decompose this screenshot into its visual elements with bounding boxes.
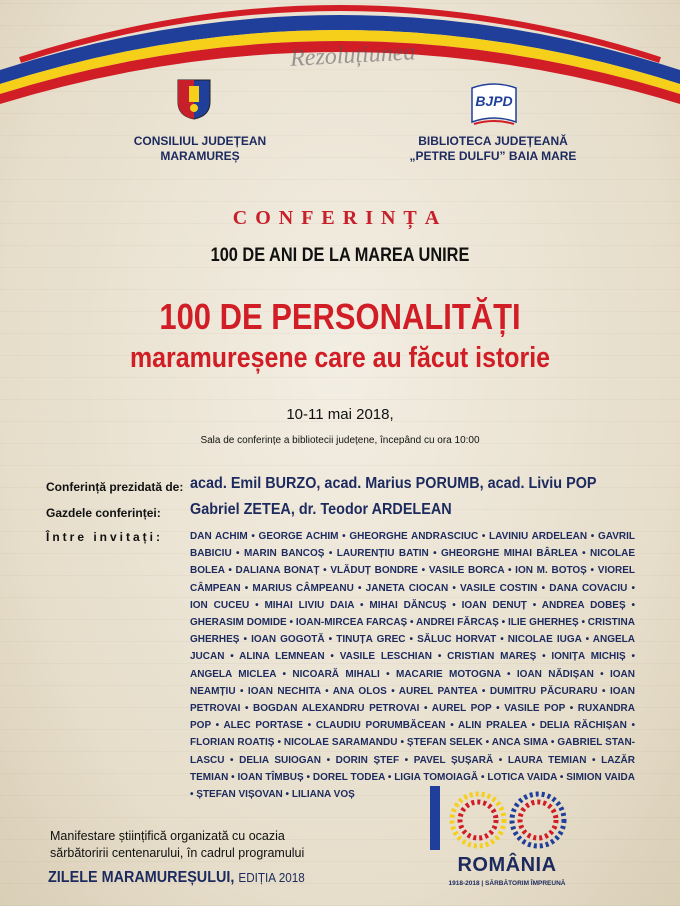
event-title-sub: maramureșene care au făcut istorie xyxy=(129,342,551,374)
library-name: BIBLIOTECA JUDEȚEANĂ „PETRE DULFU” BAIA MARE xyxy=(409,134,577,163)
hosts-label: Gazdele conferinței: xyxy=(46,506,161,520)
county-council-name: CONSILIUL JUDEȚEAN MARAMUREȘ xyxy=(133,134,267,163)
guests-list: DAN ACHIM • GEORGE ACHIM • GHEORGHE ANDRASCIUC • LAVINIU ARDELEAN • GAVRIL BABICIU • MARIN BANCOȘ • LAURENȚIU BATIN • GHEORGHE MIHAI BÂRLEA • NICOLAE BOLEA • DALIANA BONAȚ • VLĂDUȚ BONDRE • VASILE BORCA • ION M. BOTOȘ • VIOREL CÂMPEAN • MARIUS CÂMPEANU • JANETA CIOCAN • VASILE COSTIN • DANA COVACIU • ION CUCEU • MIHAI LIVIU DAIA • MIHAI DĂNCUȘ • IOAN DENUȚ • ANDREA DOBEȘ • GHERASIM DOMIDE • IOAN-MIRCEA FARCAȘ • ANDREI FĂRCAȘ • ILIE GHERHEȘ • CRISTINA GHERHEȘ • IOAN GOGOTĂ • TINUȚA GREC • SĂLUC HORVAT • NICOLAE IUGA • ANGELA JUCAN • ALINA LEMNEAN • VASILE LESCHIAN • CRISTIAN MAREȘ • IONIȚA MICHIȘ • ANGELA MICLEA • NICOARĂ MIHALI • MACARIE MOTOGNA • IOAN NĂDIȘAN • IOAN NEAMȚIU • IOAN NECHITA • ANA OLOS • AUREL PANTEA • DUMITRU PĂCURARU • IOAN PETROVAI • BOGDAN ALEXANDRU PETROVAI • AUREL POP • VASILE POP • RUXANDRA POP • ALEC PORTASE • CLAUDIU PORUMBĂCEAN • ALIN PRALEA • DELIA RĂCHIȘAN • FLORIAN ROATIȘ • NICOLAE SARAMANDU • ȘTEFAN SELEK • ANCA SIMA • GABRIEL STAN-LASCU • DELIA SUIOGAN • DORIN ȘTEF • PAVEL ȘUȘARĂ • LAURA TEMIAN • LAZĂR TEMIAN • IOAN TÎMBUȘ • DOREL TODEA • LIGIA TOMOIAGĂ • LOTICA VAIDA • SIMION VAIDA • ȘTEFAN VIȘOVAN • LILIANA VOȘ xyxy=(190,531,635,801)
guests-label: Între invitați: xyxy=(46,530,164,544)
svg-text:BJPD: BJPD xyxy=(475,93,513,109)
library-logo-icon xyxy=(468,78,520,128)
hosts-value: Gabriel ZETEA, dr. Teodor ARDELEAN xyxy=(190,501,452,518)
presided-label: Conferință prezidată de: xyxy=(46,480,184,494)
centenary-logo-icon xyxy=(420,778,580,858)
event-subtitle: 100 DE ANI DE LA MAREA UNIRE xyxy=(210,245,470,266)
centenary-tagline: 1918-2018 | SĂRBĂTORIM ÎMPREUNĂ xyxy=(448,880,566,887)
county-crest-icon xyxy=(176,78,212,120)
footer-description: Manifestare științifică organizată cu ocazia sărbătoririi centenarului, în cadrul programului xyxy=(50,829,305,860)
event-venue: Sala de conferințe a bibliotecii județene, începând cu ora 10:00 xyxy=(200,435,480,446)
event-title: 100 DE PERSONALITĂȚI xyxy=(159,296,521,337)
centenary-word: ROMÂNIA xyxy=(457,854,557,876)
event-date: 10-11 mai 2018, xyxy=(286,406,394,423)
presided-value: acad. Emil BURZO, acad. Marius PORUMB, acad. Liviu POP xyxy=(190,475,597,492)
event-type-label: CONFERINȚA xyxy=(232,207,448,229)
document-watermark-title: Rezoluțiunea xyxy=(289,39,417,72)
footer-event-name: ZILELE MARAMUREȘULUI, EDIȚIA 2018 xyxy=(48,869,305,886)
